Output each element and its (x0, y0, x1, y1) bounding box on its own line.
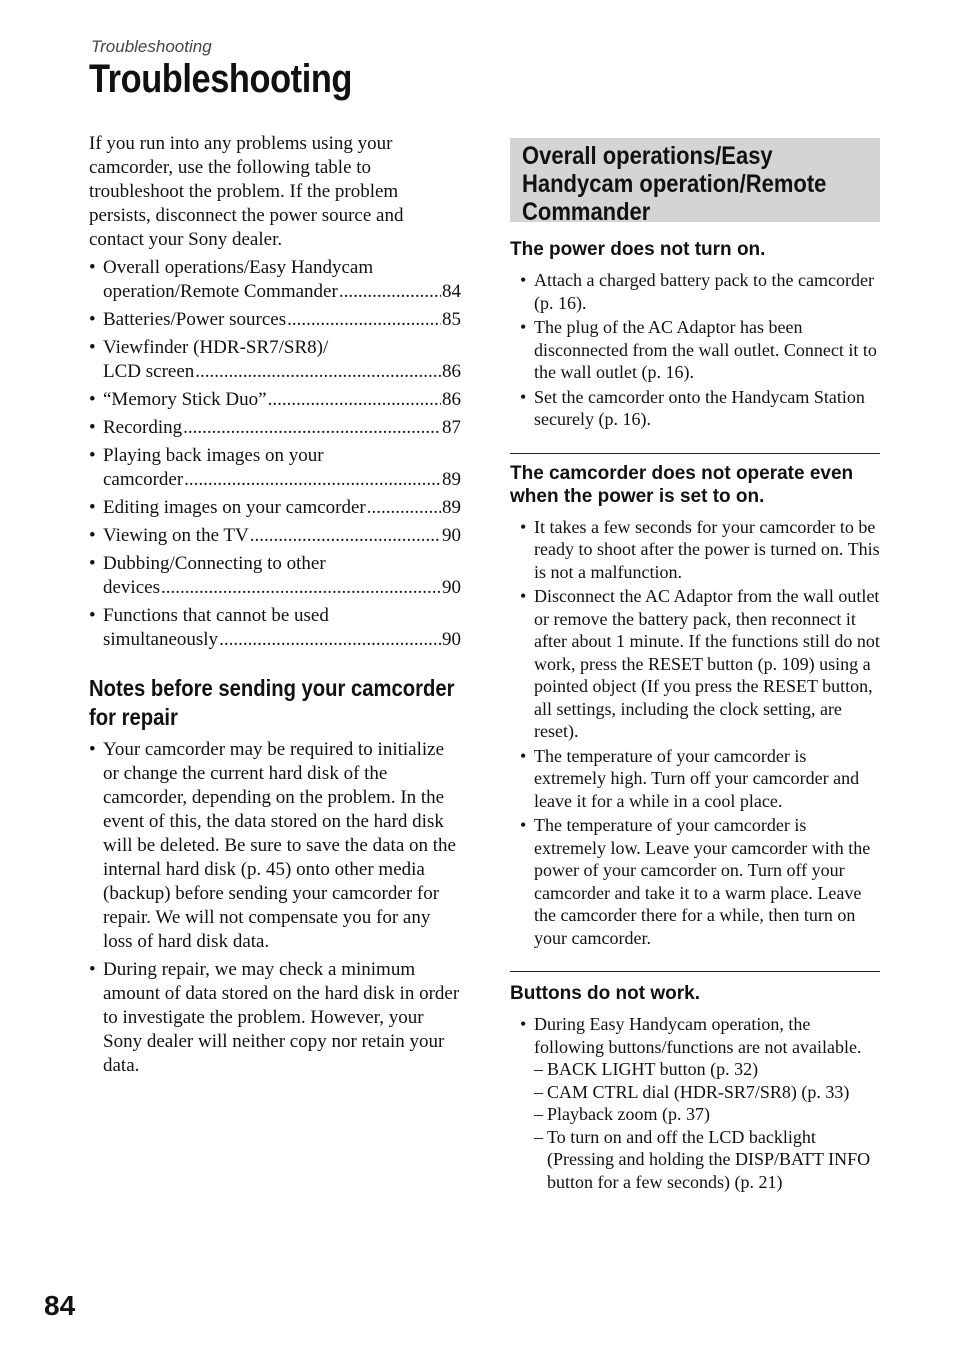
contents-item-label: • Recording (103, 417, 183, 438)
solution-item: • Attach a charged battery pack to the camcorder (p. 16). (520, 269, 880, 314)
notes-heading: Notes before sending your camcorder for repair (89, 675, 455, 730)
dot-leader (339, 280, 441, 304)
contents-item-page: 86 (442, 389, 461, 410)
contents-item-row (103, 360, 461, 384)
notes-list (89, 738, 461, 1078)
contents-item (89, 524, 461, 548)
contents-item-row (103, 576, 461, 600)
unavailable-function-item: – BACK LIGHT button (p. 32) (534, 1058, 880, 1081)
problem-heading: The camcorder does not operate even when the power is set to on. (510, 462, 854, 507)
left-column (89, 132, 461, 1082)
contents-item-label: • Dubbing/Connecting to other (103, 553, 326, 574)
contents-item-page: 90 (442, 577, 461, 598)
contents-item-page: 90 (442, 525, 461, 546)
unavailable-functions-list (534, 1058, 880, 1193)
contents-item (89, 308, 461, 332)
contents-item-label: simultaneously (103, 629, 219, 650)
running-header: Troubleshooting (91, 37, 212, 56)
contents-item-page: 86 (442, 361, 461, 382)
contents-list (89, 256, 461, 652)
contents-item (89, 496, 461, 520)
contents-item-label: • Batteries/Power sources (103, 309, 287, 330)
dot-leader (219, 628, 441, 652)
contents-item-row (103, 496, 461, 520)
section-heading-box (510, 138, 880, 226)
contents-item-page: 89 (442, 469, 461, 490)
contents-item-label: operation/Remote Commander (103, 281, 338, 302)
contents-item-row (103, 468, 461, 492)
dot-leader (268, 388, 441, 412)
solution-text: During Easy Handycam operation, the following buttons/functions are not available. (534, 1014, 862, 1057)
contents-item-label: • Overall operations/Easy Handycam (103, 257, 374, 278)
contents-item-row (103, 308, 461, 332)
right-column (510, 138, 880, 1195)
contents-item (89, 388, 461, 412)
divider (510, 971, 880, 972)
intro-paragraph: If you run into any problems using your camcorder, use the following table to troubleshoot the problem. If the problem persists, disconnect the power source and contact your Sony dealer. (89, 133, 404, 250)
contents-item (89, 416, 461, 440)
contents-item-row (103, 388, 461, 412)
solution-item: • Set the camcorder onto the Handycam Station securely (p. 16). (520, 386, 880, 431)
unavailable-function-item: – Playback zoom (p. 37) (534, 1103, 880, 1126)
contents-item-row (103, 524, 461, 548)
contents-item-page: 85 (442, 309, 461, 330)
dot-leader (250, 524, 441, 548)
solution-item: • The temperature of your camcorder is extremely low. Leave your camcorder with the power of your camcorder on. Turn off your camcorder and take it to a warm place. Leave the camcorder there for a while, then turn on your camcorder. (520, 814, 880, 949)
contents-item-page: 90 (442, 629, 461, 650)
contents-item-label: camcorder (103, 469, 184, 490)
contents-item-label: • Viewfinder (HDR-SR7/SR8)/ (103, 337, 329, 358)
problem-heading: The power does not turn on. (510, 239, 766, 260)
solution-list (510, 1013, 880, 1193)
page-number: 84 (44, 1290, 76, 1321)
solution-item: • Disconnect the AC Adaptor from the wall outlet or remove the battery pack, then reconnect it after about 1 minute. If the functions still do not work, press the RESET button (p. 109) using a pointed object (If you press the RESET button, all settings, including the clock setting, are reset). (520, 585, 880, 743)
contents-item (89, 604, 461, 652)
dot-leader (195, 360, 441, 384)
page-title: Troubleshooting (89, 57, 352, 101)
contents-item-label: devices (103, 577, 160, 598)
contents-item-row (103, 280, 461, 304)
contents-item-label: • Editing images on your camcorder (103, 497, 366, 518)
solution-item: • The plug of the AC Adaptor has been disconnected from the wall outlet. Connect it to the wall outlet (p. 16). (520, 316, 880, 384)
contents-item (89, 552, 461, 600)
divider (510, 453, 880, 454)
contents-item-page: 89 (442, 497, 461, 518)
notes-item: • During repair, we may check a minimum amount of data stored on the hard disk in order to investigate the problem. However, your Sony dealer will neither copy nor retain your data. (89, 958, 461, 1078)
solution-list (510, 269, 880, 431)
solution-item (520, 1013, 880, 1193)
dot-leader (287, 308, 441, 332)
contents-item-label: LCD screen (103, 361, 195, 382)
contents-item (89, 336, 461, 384)
dot-leader (161, 576, 441, 600)
contents-item-row (103, 416, 461, 440)
contents-item-page: 84 (442, 281, 461, 302)
contents-item-label: • “Memory Stick Duo” (103, 389, 267, 410)
solution-item: • It takes a few seconds for your camcorder to be ready to shoot after the power is turned on. This is not a malfunction. (520, 516, 880, 584)
problem-heading: Buttons do not work. (510, 983, 700, 1004)
dot-leader (183, 416, 441, 440)
contents-item-label: • Playing back images on your (103, 445, 324, 466)
solution-item: • The temperature of your camcorder is extremely high. Turn off your camcorder and leave it for a while in a cool place. (520, 745, 880, 813)
contents-item (89, 256, 461, 304)
section-heading: Overall operations/Easy Handycam operation/Remote Commander (522, 142, 827, 226)
contents-item-row (103, 628, 461, 652)
solution-list (510, 516, 880, 950)
dot-leader (184, 468, 441, 492)
notes-item: • Your camcorder may be required to initialize or change the current hard disk of the camcorder, depending on the problem. In the event of this, the data stored on the hard disk will be deleted. Be sure to save the data on the internal hard disk (p. 45) onto other media (backup) before sending your camcorder for repair. We will not compensate you for any loss of hard disk data. (89, 738, 461, 954)
unavailable-function-item: – CAM CTRL dial (HDR-SR7/SR8) (p. 33) (534, 1081, 880, 1104)
contents-item-label: • Functions that cannot be used (103, 605, 329, 626)
unavailable-function-item: – To turn on and off the LCD backlight (Pressing and holding the DISP/BATT INFO button for a few seconds) (p. 21) (534, 1126, 880, 1194)
dot-leader (367, 496, 441, 520)
contents-item (89, 444, 461, 492)
contents-item-label: • Viewing on the TV (103, 525, 249, 546)
contents-item-page: 87 (442, 417, 461, 438)
